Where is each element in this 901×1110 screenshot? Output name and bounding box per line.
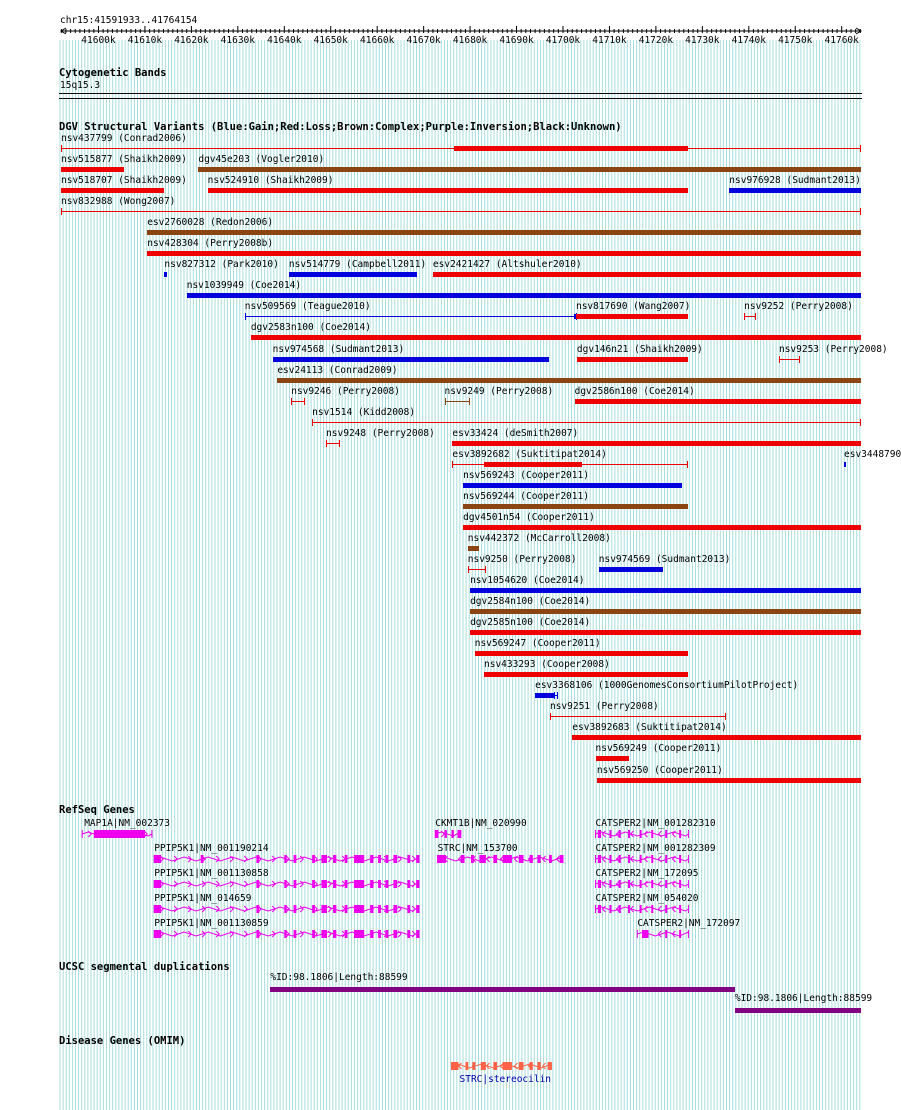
exon[interactable] bbox=[503, 1062, 512, 1070]
dgv-feature-endcap bbox=[557, 692, 558, 699]
exon[interactable] bbox=[503, 855, 512, 863]
exon[interactable] bbox=[640, 855, 642, 863]
dgv-feature-label: nsv976928 (Sudmant2013) bbox=[729, 175, 861, 187]
dgv-feature-label: nsv428304 (Perry2008b) bbox=[147, 238, 274, 250]
dgv-feature-endcap bbox=[744, 313, 745, 320]
exon[interactable] bbox=[154, 880, 161, 888]
exon[interactable] bbox=[294, 905, 297, 913]
exon[interactable] bbox=[598, 880, 601, 888]
dgv-feature-label: nsv569249 (Cooper2011) bbox=[595, 743, 722, 755]
dgv-feature-endcap bbox=[291, 398, 292, 405]
dgv-feature-bar[interactable] bbox=[475, 651, 689, 656]
exon[interactable] bbox=[378, 880, 381, 888]
dgv-feature-bar[interactable] bbox=[61, 167, 124, 172]
exon[interactable] bbox=[386, 855, 389, 863]
refseq-gene[interactable] bbox=[596, 855, 689, 863]
exon[interactable] bbox=[619, 880, 621, 888]
dgv-feature-label: esv2760028 (Redon2006) bbox=[147, 217, 274, 229]
exon[interactable] bbox=[333, 930, 336, 938]
dgv-feature-endcap bbox=[312, 419, 313, 426]
exon[interactable] bbox=[378, 930, 381, 938]
dgv-feature-bar[interactable] bbox=[147, 251, 861, 256]
exon[interactable] bbox=[640, 830, 642, 838]
exon[interactable] bbox=[461, 855, 465, 863]
exon[interactable] bbox=[416, 880, 419, 888]
dgv-feature-bar[interactable] bbox=[844, 462, 846, 467]
exon[interactable] bbox=[345, 880, 348, 888]
exon[interactable] bbox=[354, 880, 364, 888]
dgv-feature-label: nsv569244 (Cooper2011) bbox=[463, 490, 589, 502]
exon[interactable] bbox=[378, 905, 381, 913]
segdup-bar[interactable] bbox=[270, 987, 735, 992]
dgv-feature-bar[interactable] bbox=[535, 693, 554, 698]
ruler-tick-label: 41740k bbox=[731, 35, 766, 46]
exon[interactable] bbox=[628, 905, 630, 913]
dgv-feature-bar[interactable] bbox=[61, 188, 164, 193]
ruler-tick-label: 41600k bbox=[81, 35, 116, 46]
exon[interactable] bbox=[94, 830, 145, 838]
exon[interactable] bbox=[284, 930, 286, 938]
exon[interactable] bbox=[393, 880, 397, 888]
cytoband-label: 15q15.3 bbox=[60, 80, 101, 91]
exon[interactable] bbox=[679, 830, 681, 838]
refseq-gene[interactable] bbox=[637, 930, 688, 938]
exon[interactable] bbox=[452, 1062, 459, 1070]
dgv-feature-endcap bbox=[860, 145, 861, 152]
dgv-feature-bar[interactable] bbox=[597, 778, 861, 783]
exon[interactable] bbox=[312, 930, 315, 938]
exon[interactable] bbox=[609, 830, 611, 838]
dgv-feature-bar[interactable] bbox=[470, 588, 861, 593]
exon[interactable] bbox=[640, 880, 642, 888]
dgv-feature-bar[interactable] bbox=[576, 314, 688, 319]
cytoband-line-bottom bbox=[59, 98, 862, 99]
exon[interactable] bbox=[386, 905, 389, 913]
exon[interactable] bbox=[665, 880, 667, 888]
ruler-tick-label: 41620k bbox=[174, 35, 209, 46]
dgv-feature-label: nsv509569 (Teague2010) bbox=[244, 301, 371, 313]
exon[interactable] bbox=[452, 830, 454, 838]
dgv-feature-endcap bbox=[61, 208, 62, 215]
exon[interactable] bbox=[665, 855, 667, 863]
exon[interactable] bbox=[407, 880, 410, 888]
dgv-feature-label: nsv1039949 (Coe2014) bbox=[186, 280, 302, 292]
exon[interactable] bbox=[378, 855, 381, 863]
exon[interactable] bbox=[679, 880, 681, 888]
exon[interactable] bbox=[294, 930, 297, 938]
exon[interactable] bbox=[548, 1062, 552, 1070]
exon[interactable] bbox=[284, 880, 286, 888]
dgv-feature-label: nsv514779 (Campbell2011) bbox=[288, 259, 427, 271]
ruler-tick-label: 41710k bbox=[592, 35, 627, 46]
omim-track bbox=[0, 1058, 890, 1098]
dgv-feature-bar[interactable] bbox=[147, 230, 861, 235]
exon[interactable] bbox=[609, 905, 611, 913]
refseq-gene[interactable] bbox=[438, 855, 563, 863]
exon[interactable] bbox=[407, 855, 410, 863]
exon[interactable] bbox=[493, 855, 497, 863]
refseq-gene-label: PPIP5K1|NM_001130859 bbox=[154, 918, 269, 929]
dgv-feature-endcap bbox=[860, 419, 861, 426]
dgv-feature-label: esv3368106 (1000GenomesConsortiumPilotProject) bbox=[535, 680, 799, 692]
exon[interactable] bbox=[386, 930, 389, 938]
exon[interactable] bbox=[201, 855, 204, 863]
dgv-feature-endcap bbox=[468, 566, 469, 573]
ruler-tick-label: 41700k bbox=[545, 35, 581, 46]
dgv-feature-bar[interactable] bbox=[289, 272, 417, 277]
dgv-feature-label: nsv9250 (Perry2008) bbox=[467, 554, 577, 565]
exon[interactable] bbox=[598, 905, 601, 913]
dgv-feature-bar[interactable] bbox=[463, 504, 688, 509]
exon[interactable] bbox=[651, 905, 653, 913]
dgv-feature-label: esv2421427 (Altshuler2010) bbox=[432, 259, 582, 271]
dgv-feature-label: nsv827312 (Park2010) bbox=[164, 259, 279, 271]
location-label: chr15:41591933..41764154 bbox=[60, 15, 198, 26]
dgv-feature-endcap bbox=[799, 356, 800, 363]
exon[interactable] bbox=[393, 930, 397, 938]
dgv-feature-endcap bbox=[554, 692, 555, 699]
ruler-tick-label: 41650k bbox=[313, 35, 348, 46]
ruler-tick-label: 41760k bbox=[824, 35, 859, 46]
dgv-feature-label: esv3448790 bbox=[844, 448, 901, 460]
dgv-feature-line[interactable] bbox=[779, 359, 800, 360]
dgv-feature-label: nsv832988 (Wong2007) bbox=[61, 196, 176, 208]
refseq-gene-label: PPIP5K1|NM_001130858 bbox=[154, 868, 269, 879]
dgv-feature-bar[interactable] bbox=[484, 462, 582, 467]
exon[interactable] bbox=[640, 905, 642, 913]
exon[interactable] bbox=[354, 855, 364, 863]
exon[interactable] bbox=[284, 855, 286, 863]
exon[interactable] bbox=[628, 880, 630, 888]
exon[interactable] bbox=[154, 930, 161, 938]
dgv-feature-label: nsv9252 (Perry2008) bbox=[744, 301, 853, 313]
ruler-tick-label: 41750k bbox=[778, 35, 813, 46]
exon[interactable] bbox=[472, 1062, 475, 1070]
refseq-gene[interactable] bbox=[154, 930, 419, 938]
dgv-feature-label: nsv442372 (McCarroll2008) bbox=[467, 532, 611, 544]
exon[interactable] bbox=[256, 930, 259, 938]
dgv-feature-label: esv33424 (deSmith2007) bbox=[452, 427, 579, 439]
dgv-feature-bar[interactable] bbox=[484, 672, 688, 677]
refseq-track bbox=[0, 814, 890, 954]
exon[interactable] bbox=[407, 905, 410, 913]
exon[interactable] bbox=[393, 905, 397, 913]
dgv-feature-label: nsv817690 (Wang2007) bbox=[575, 301, 691, 313]
exon[interactable] bbox=[651, 830, 653, 838]
exon[interactable] bbox=[465, 1062, 468, 1070]
ruler-tick-label: 41690k bbox=[499, 35, 534, 46]
dgv-feature-label: dgv45e203 (Vogler2010) bbox=[198, 154, 325, 166]
ruler-tick-label: 41640k bbox=[267, 35, 302, 46]
exon[interactable] bbox=[345, 855, 348, 863]
exon[interactable] bbox=[438, 855, 446, 863]
dgv-feature-endcap bbox=[61, 145, 62, 152]
exon[interactable] bbox=[370, 930, 373, 938]
exon[interactable] bbox=[416, 855, 419, 863]
dgv-feature-bar[interactable] bbox=[729, 188, 861, 193]
exon[interactable] bbox=[370, 855, 373, 863]
dgv-feature-endcap bbox=[725, 713, 726, 720]
exon[interactable] bbox=[471, 855, 474, 863]
exon[interactable] bbox=[665, 905, 667, 913]
dgv-feature-label: nsv437799 (Conrad2006) bbox=[61, 133, 187, 144]
exon[interactable] bbox=[481, 1062, 486, 1070]
exon[interactable] bbox=[665, 930, 667, 938]
dgv-feature-bar[interactable] bbox=[198, 167, 861, 172]
exon[interactable] bbox=[519, 1062, 524, 1070]
exon[interactable] bbox=[493, 1062, 497, 1070]
dgv-feature-label: nsv524910 (Shaikh2009) bbox=[207, 175, 334, 187]
dgv-feature-bar[interactable] bbox=[187, 293, 861, 298]
refseq-gene[interactable] bbox=[154, 855, 419, 863]
dgv-feature-label: dgv2583n100 (Coe2014) bbox=[250, 322, 371, 334]
exon[interactable] bbox=[407, 930, 410, 938]
dgv-feature-bar[interactable] bbox=[463, 525, 861, 530]
exon[interactable] bbox=[537, 1062, 540, 1070]
dgv-feature-label: nsv974569 (Sudmant2013) bbox=[598, 554, 731, 565]
dgv-feature-label: nsv569243 (Cooper2011) bbox=[463, 469, 589, 481]
refseq-gene-label: CKMT1B|NM_020990 bbox=[435, 818, 527, 829]
ruler-tick-label: 41680k bbox=[452, 35, 488, 46]
exon[interactable] bbox=[294, 880, 297, 888]
exon[interactable] bbox=[530, 1062, 533, 1070]
refseq-gene-label: CATSPER2|NM_001282309 bbox=[595, 843, 716, 854]
refseq-gene-label: CATSPER2|NM_054020 bbox=[595, 893, 699, 904]
dgv-feature-line[interactable] bbox=[445, 401, 471, 402]
refseq-gene[interactable] bbox=[596, 830, 689, 838]
dgv-feature-bar[interactable] bbox=[208, 188, 689, 193]
exon[interactable] bbox=[154, 855, 161, 863]
dgv-feature-label: nsv9251 (Perry2008) bbox=[549, 701, 659, 713]
exon[interactable] bbox=[370, 880, 373, 888]
exon[interactable] bbox=[312, 855, 315, 863]
refseq-gene[interactable] bbox=[154, 880, 419, 888]
dgv-feature-label: nsv569247 (Cooper2011) bbox=[474, 638, 601, 650]
dgv-feature-bar[interactable] bbox=[433, 272, 861, 277]
exon[interactable] bbox=[628, 855, 630, 863]
exon[interactable] bbox=[679, 930, 681, 938]
refseq-gene-label: CATSPER2|NM_172095 bbox=[595, 868, 699, 879]
dgv-feature-line[interactable] bbox=[312, 422, 861, 423]
exon[interactable] bbox=[679, 905, 681, 913]
dgv-feature-line[interactable] bbox=[326, 443, 340, 444]
refseq-gene-label: CATSPER2|NM_001282310 bbox=[595, 818, 716, 829]
dgv-feature-label: nsv9246 (Perry2008) bbox=[291, 385, 400, 397]
exon[interactable] bbox=[598, 830, 601, 838]
dgv-feature-bar[interactable] bbox=[596, 756, 630, 761]
dgv-feature-label: nsv1514 (Kidd2008) bbox=[312, 406, 416, 418]
dgv-feature-label: nsv9249 (Perry2008) bbox=[444, 385, 554, 397]
ruler-tick-label: 41670k bbox=[406, 35, 441, 46]
dgv-feature-endcap bbox=[339, 440, 340, 447]
exon[interactable] bbox=[312, 880, 315, 888]
exon[interactable] bbox=[598, 855, 601, 863]
refseq-gene-label: STRC|NM_153700 bbox=[437, 843, 518, 854]
exon[interactable] bbox=[345, 930, 348, 938]
exon[interactable] bbox=[321, 880, 327, 888]
exon[interactable] bbox=[354, 930, 364, 938]
dgv-feature-bar[interactable] bbox=[463, 483, 682, 488]
exon[interactable] bbox=[609, 855, 611, 863]
refseq-gene[interactable] bbox=[82, 830, 152, 838]
dgv-feature-bar[interactable] bbox=[454, 146, 689, 151]
exon[interactable] bbox=[345, 905, 348, 913]
exon[interactable] bbox=[619, 830, 621, 838]
exon[interactable] bbox=[370, 905, 373, 913]
dgv-feature-label: nsv569250 (Cooper2011) bbox=[596, 764, 723, 776]
exon[interactable] bbox=[679, 855, 681, 863]
segdup-label: %ID:98.1806|Length:88599 bbox=[734, 993, 873, 1004]
omim-gene[interactable] bbox=[452, 1062, 552, 1070]
exon[interactable] bbox=[256, 905, 259, 913]
dgv-feature-bar[interactable] bbox=[273, 357, 549, 362]
cytoband-track-title[interactable]: Cytogenetic Bands bbox=[59, 67, 167, 79]
dgv-feature-bar[interactable] bbox=[452, 441, 861, 446]
exon[interactable] bbox=[642, 930, 649, 938]
dgv-feature-bar[interactable] bbox=[599, 567, 663, 572]
omim-track-title[interactable]: Disease Genes (OMIM) bbox=[59, 1035, 186, 1047]
ruler-tick-label: 41610k bbox=[127, 35, 163, 46]
ruler-tick-label: 41660k bbox=[360, 35, 395, 46]
exon[interactable] bbox=[435, 830, 438, 838]
dgv-feature-label: esv3892682 (Suktitipat2014) bbox=[452, 448, 607, 460]
dgv-feature-label: dgv2584n100 (Coe2014) bbox=[470, 596, 591, 608]
cytoband-line-top bbox=[59, 93, 862, 94]
exon[interactable] bbox=[256, 880, 259, 888]
exon[interactable] bbox=[537, 855, 540, 863]
dgv-feature-label: nsv518707 (Shaikh2009) bbox=[61, 175, 187, 187]
exon[interactable] bbox=[619, 855, 621, 863]
exon[interactable] bbox=[284, 905, 286, 913]
dgv-feature-endcap bbox=[326, 440, 327, 447]
refseq-gene[interactable] bbox=[596, 905, 689, 913]
dgv-feature-label: dgv4501n54 (Cooper2011) bbox=[463, 511, 595, 523]
refseq-track-title[interactable]: RefSeq Genes bbox=[59, 804, 135, 816]
exon[interactable] bbox=[458, 830, 461, 838]
ruler-tick-label: 41630k bbox=[220, 35, 255, 46]
exon[interactable] bbox=[416, 905, 419, 913]
dgv-feature-label: nsv9253 (Perry2008) bbox=[778, 343, 888, 355]
exon[interactable] bbox=[530, 855, 533, 863]
dgv-feature-label: nsv1054620 (Coe2014) bbox=[470, 575, 585, 587]
exon[interactable] bbox=[628, 830, 630, 838]
exon[interactable] bbox=[651, 880, 653, 888]
exon[interactable] bbox=[416, 930, 419, 938]
exon[interactable] bbox=[445, 830, 447, 838]
exon[interactable] bbox=[294, 855, 297, 863]
segdup-label: %ID:98.1806|Length:88599 bbox=[270, 972, 408, 983]
exon[interactable] bbox=[665, 830, 667, 838]
exon[interactable] bbox=[549, 855, 552, 863]
dgv-feature-bar[interactable] bbox=[251, 335, 861, 340]
dgv-feature-endcap bbox=[304, 398, 305, 405]
exon[interactable] bbox=[354, 905, 364, 913]
dgv-feature-endcap bbox=[860, 208, 861, 215]
dgv-feature-line[interactable] bbox=[61, 211, 861, 212]
dgv-feature-endcap bbox=[445, 398, 446, 405]
dgv-feature-line[interactable] bbox=[291, 401, 305, 402]
dgv-feature-label: nsv974568 (Sudmant2013) bbox=[272, 343, 405, 355]
exon[interactable] bbox=[321, 930, 327, 938]
exon[interactable] bbox=[619, 905, 621, 913]
dgv-feature-bar[interactable] bbox=[470, 609, 861, 614]
ruler-tick-label: 41720k bbox=[638, 35, 674, 46]
dgv-feature-bar[interactable] bbox=[572, 735, 861, 740]
refseq-gene-label: CATSPER2|NM_172097 bbox=[637, 918, 741, 929]
exon[interactable] bbox=[321, 855, 327, 863]
dgv-feature-label: nsv515877 (Shaikh2009) bbox=[61, 154, 187, 166]
omim-gene-label[interactable]: STRC|stereocilin bbox=[459, 1074, 552, 1085]
dgv-feature-endcap bbox=[469, 398, 470, 405]
segdup-bar[interactable] bbox=[735, 1008, 861, 1013]
exon[interactable] bbox=[560, 855, 563, 863]
refseq-gene-label: PPIP5K1|NM_014659 bbox=[154, 893, 252, 904]
dgv-feature-endcap bbox=[452, 461, 453, 468]
dgv-feature-label: dgv2585n100 (Coe2014) bbox=[470, 617, 591, 629]
exon[interactable] bbox=[333, 880, 336, 888]
dgv-feature-label: dgv2586n100 (Coe2014) bbox=[574, 385, 695, 397]
dgv-feature-line[interactable] bbox=[550, 716, 726, 717]
dgv-feature-label: esv24113 (Conrad2009) bbox=[277, 364, 398, 376]
exon[interactable] bbox=[333, 855, 336, 863]
exon[interactable] bbox=[519, 855, 524, 863]
dgv-feature-endcap bbox=[755, 313, 756, 320]
exon[interactable] bbox=[312, 905, 315, 913]
segdup-track-title[interactable]: UCSC segmental duplications bbox=[59, 961, 230, 973]
exon[interactable] bbox=[154, 905, 161, 913]
dgv-feature-bar[interactable] bbox=[470, 630, 861, 635]
dgv-track-title[interactable]: DGV Structural Variants (Blue:Gain;Red:Loss;Brown:Complex;Purple:Inversion;Black:Unknown) bbox=[59, 121, 622, 133]
refseq-gene[interactable] bbox=[435, 830, 461, 838]
exon[interactable] bbox=[479, 855, 486, 863]
dgv-feature-label: nsv433293 (Cooper2008) bbox=[484, 659, 610, 671]
dgv-feature-bar[interactable] bbox=[164, 272, 167, 277]
dgv-feature-endcap bbox=[687, 461, 688, 468]
dgv-feature-endcap bbox=[779, 356, 780, 363]
exon[interactable] bbox=[321, 905, 327, 913]
refseq-gene[interactable] bbox=[596, 880, 689, 888]
dgv-feature-bar[interactable] bbox=[277, 378, 861, 383]
exon[interactable] bbox=[651, 855, 653, 863]
refseq-gene-label: PPIP5K1|NM_001190214 bbox=[154, 843, 269, 854]
exon[interactable] bbox=[333, 905, 336, 913]
exon[interactable] bbox=[386, 880, 389, 888]
ruler-tick-label: 41730k bbox=[685, 35, 720, 46]
dgv-feature-bar[interactable] bbox=[468, 546, 480, 551]
refseq-gene-label: MAP1A|NM_002373 bbox=[84, 818, 171, 829]
dgv-feature-endcap bbox=[485, 566, 486, 573]
dgv-feature-endcap bbox=[550, 713, 551, 720]
dgv-feature-endcap bbox=[245, 313, 246, 320]
exon[interactable] bbox=[393, 855, 397, 863]
exon[interactable] bbox=[609, 880, 611, 888]
dgv-feature-label: esv3892683 (Suktitipat2014) bbox=[572, 722, 727, 734]
dgv-feature-bar[interactable] bbox=[577, 357, 688, 362]
dgv-feature-label: dgv146n21 (Shaikh2009) bbox=[576, 343, 703, 355]
dgv-feature-line[interactable] bbox=[468, 569, 487, 570]
exon[interactable] bbox=[256, 855, 259, 863]
dgv-feature-bar[interactable] bbox=[575, 399, 861, 404]
dgv-feature-label: nsv9248 (Perry2008) bbox=[326, 427, 435, 439]
dgv-feature-line[interactable] bbox=[245, 316, 577, 317]
refseq-gene[interactable] bbox=[154, 905, 419, 913]
